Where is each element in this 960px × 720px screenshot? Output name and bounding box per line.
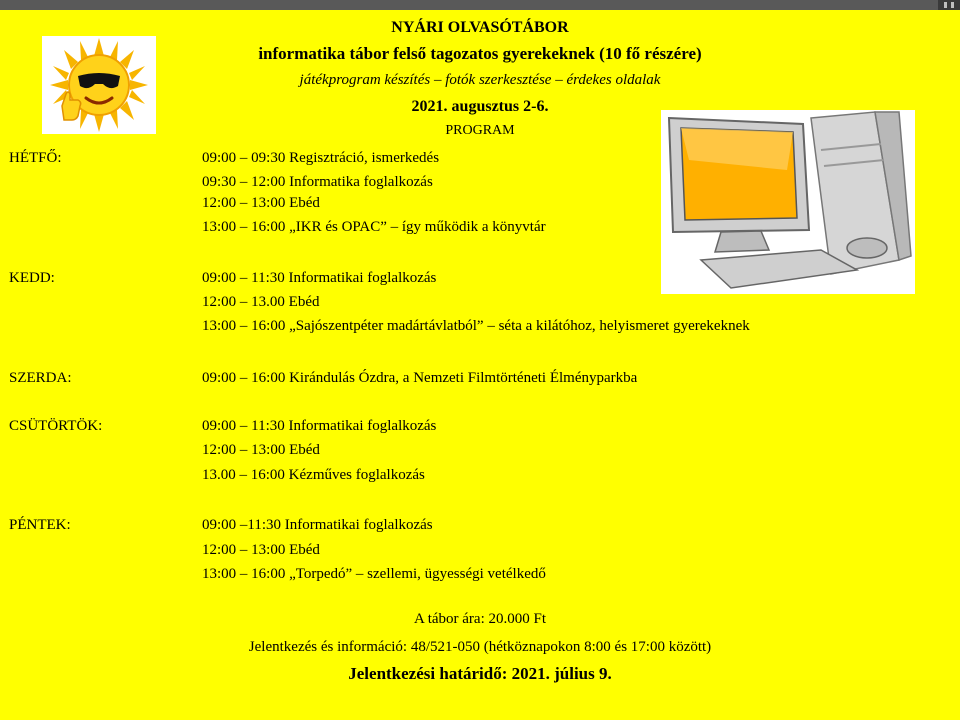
pause-icon bbox=[938, 0, 960, 10]
schedule-item: 13:00 – 16:00 „IKR és OPAC” – így működik a könyvtár bbox=[202, 219, 546, 235]
schedule-item: 12:00 – 13:00 Ebéd bbox=[202, 442, 320, 458]
day-label-csutortok: CSÜTÖRTÖK: bbox=[9, 418, 103, 434]
camp-price: A tábor ára: 20.000 Ft bbox=[413, 611, 547, 627]
page-subtitle: informatika tábor felső tagozatos gyerekeknek (10 fő részére) bbox=[258, 44, 702, 63]
event-dates: 2021. augusztus 2-6. bbox=[411, 98, 549, 115]
schedule-item: 12:00 – 13:00 Ebéd bbox=[202, 542, 320, 558]
schedule-item: 09:00 – 16:00 Kirándulás Ózdra, a Nemzeti Filmtörténeti Élményparkba bbox=[202, 370, 638, 386]
day-label-kedd: KEDD: bbox=[9, 270, 55, 286]
schedule-item: 13.00 – 16:00 Kézműves foglalkozás bbox=[202, 467, 425, 483]
schedule-item: 09:00 – 11:30 Informatikai foglalkozás bbox=[202, 418, 437, 434]
registration-deadline: Jelentkezési határidő: 2021. július 9. bbox=[348, 664, 612, 683]
page-title: NYÁRI OLVASÓTÁBOR bbox=[391, 19, 569, 36]
day-label-szerda: SZERDA: bbox=[9, 370, 72, 386]
schedule-item: 12:00 – 13.00 Ebéd bbox=[202, 294, 320, 310]
day-label-hetfo: HÉTFŐ: bbox=[9, 150, 62, 166]
sun-sunglasses-icon bbox=[42, 36, 156, 134]
schedule-item: 12:00 – 13:00 Ebéd bbox=[202, 195, 320, 211]
schedule-item: 13:00 – 16:00 „Torpedó” – szellemi, ügyességi vetélkedő bbox=[202, 566, 546, 582]
schedule-item: 13:00 – 16:00 „Sajószentpéter madártávlatból” – séta a kilátóhoz, helyismeret gyerekeknek bbox=[202, 318, 750, 334]
computer-icon bbox=[661, 110, 915, 294]
schedule-item: 09:00 –11:30 Informatikai foglalkozás bbox=[202, 517, 433, 533]
day-label-pentek: PÉNTEK: bbox=[9, 517, 71, 533]
schedule-item: 09:30 – 12:00 Informatika foglalkozás bbox=[202, 174, 433, 190]
contact-info: Jelentkezés és információ: 48/521-050 (hétköznapokon 8:00 és 17:00 között) bbox=[248, 639, 712, 655]
schedule-item: 09:00 – 09:30 Regisztráció, ismerkedés bbox=[202, 150, 440, 166]
schedule-item: 09:00 – 11:30 Informatikai foglalkozás bbox=[202, 270, 437, 286]
slide-top-bar bbox=[0, 0, 960, 10]
topics-line: játékprogram készítés – fotók szerkesztése – érdekes oldalak bbox=[299, 72, 661, 88]
program-label: PROGRAM bbox=[445, 123, 515, 138]
